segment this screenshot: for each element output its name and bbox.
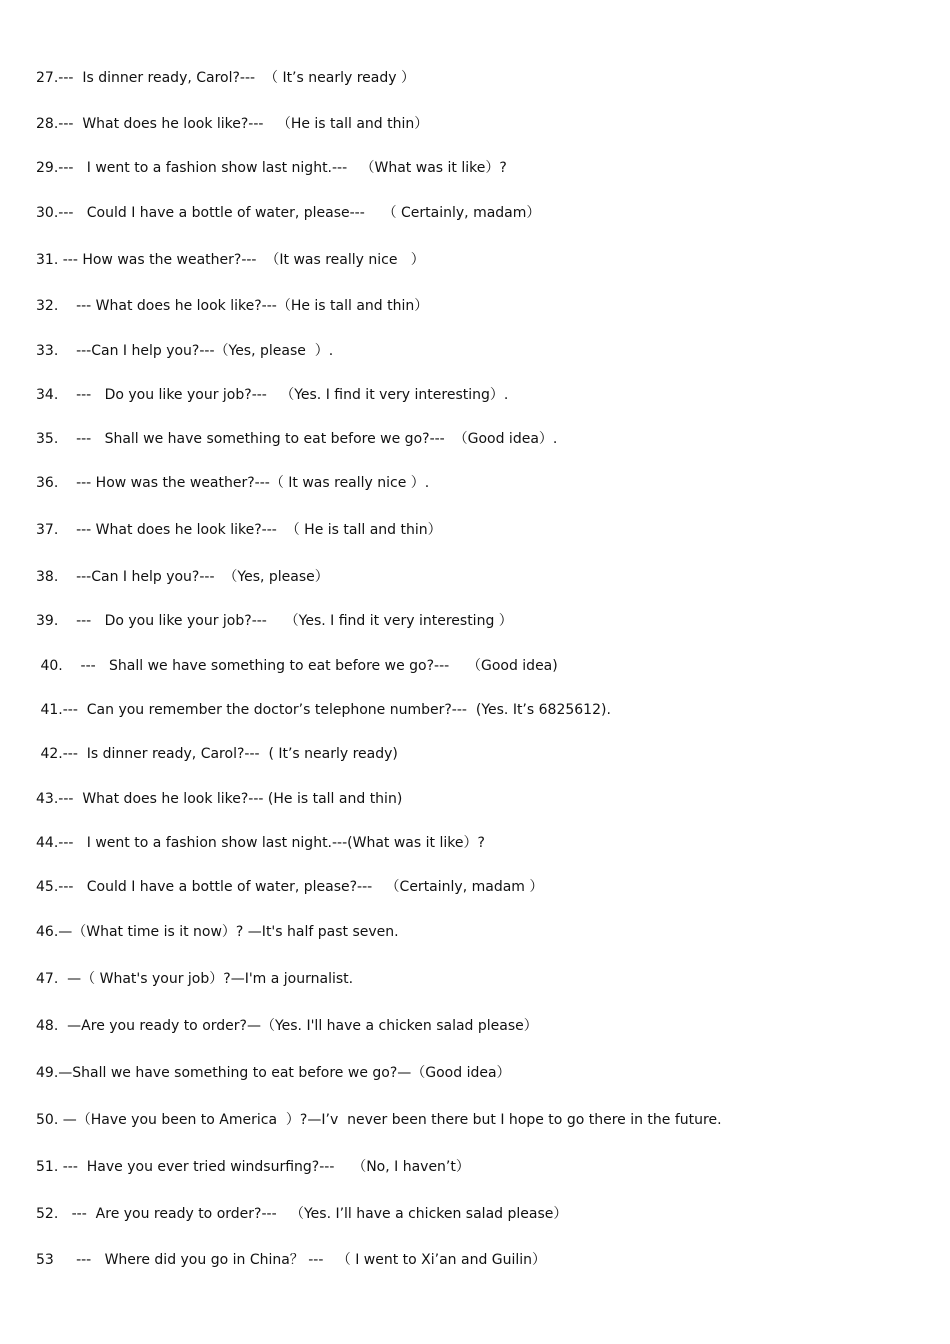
question-line-36: 36. --- How was the weather?---（ It was really nice ）.	[36, 475, 430, 491]
question-line-32: 32. --- What does he look like?---（He is tall and thin）	[36, 298, 429, 314]
question-line-44: 44.--- I went to a fashion show last night.---(What was it like）?	[36, 835, 485, 851]
question-line-30: 30.--- Could I have a bottle of water, please--- （ Certainly, madam）	[36, 205, 541, 221]
question-line-50: 50. —（Have you been to America ）?—I’v never been there but I hope to go there in the future.	[36, 1112, 722, 1128]
question-line-46: 46.—（What time is it now）? —It's half past seven.	[36, 924, 399, 940]
question-line-27: 27.--- Is dinner ready, Carol?--- （ It’s nearly ready ）	[36, 70, 415, 86]
question-line-37: 37. --- What does he look like?--- （ He is tall and thin）	[36, 522, 442, 538]
question-line-51: 51. --- Have you ever tried windsurfing?--- （No, I haven’t）	[36, 1159, 470, 1175]
question-line-41: 41.--- Can you remember the doctor’s telephone number?--- (Yes. It’s 6825612).	[36, 702, 611, 718]
question-line-40: 40. --- Shall we have something to eat before we go?--- （Good idea)	[36, 658, 558, 674]
question-line-45: 45.--- Could I have a bottle of water, please?--- （Certainly, madam ）	[36, 879, 544, 895]
question-line-33: 33. ---Can I help you?---（Yes, please ）.	[36, 343, 334, 359]
question-line-38: 38. ---Can I help you?--- （Yes, please）	[36, 569, 329, 585]
question-line-34: 34. --- Do you like your job?--- （Yes. I find it very interesting）.	[36, 387, 509, 403]
question-line-47: 47. —（ What's your job）?—I'm a journalist.	[36, 971, 354, 987]
question-line-39: 39. --- Do you like your job?--- （Yes. I find it very interesting ）	[36, 613, 513, 629]
question-line-43: 43.--- What does he look like?--- (He is tall and thin)	[36, 791, 403, 807]
question-line-42: 42.--- Is dinner ready, Carol?--- ( It’s nearly ready)	[36, 746, 398, 762]
question-line-31: 31. --- How was the weather?--- （It was really nice ）	[36, 252, 425, 268]
question-line-29: 29.--- I went to a fashion show last night.--- （What was it like）?	[36, 160, 507, 176]
question-line-28: 28.--- What does he look like?--- （He is tall and thin）	[36, 116, 429, 132]
question-line-52: 52. --- Are you ready to order?--- （Yes. I’ll have a chicken salad please）	[36, 1206, 568, 1222]
question-line-48: 48. —Are you ready to order?—（Yes. I'll have a chicken salad please）	[36, 1018, 538, 1034]
question-line-53: 53 --- Where did you go in China？ --- （ I went to Xi’an and Guilin）	[36, 1252, 547, 1268]
question-line-49: 49.—Shall we have something to eat before we go?—（Good idea）	[36, 1065, 511, 1081]
question-line-35: 35. --- Shall we have something to eat before we go?--- （Good idea）.	[36, 431, 558, 447]
